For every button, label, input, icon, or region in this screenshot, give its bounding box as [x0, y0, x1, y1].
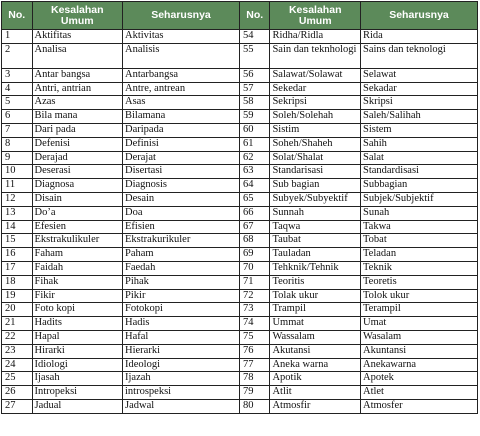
table-row [2, 151, 478, 165]
table-row [2, 82, 478, 96]
cell-no-left: 12 [2, 192, 33, 206]
cell-no-right: 76 [239, 344, 270, 358]
cell-no-right: 77 [239, 358, 270, 372]
table-row [2, 289, 478, 303]
table-row [2, 192, 478, 206]
cell-kesalahan-right: Tehknik/Tehnik [270, 261, 361, 275]
cell-seharusnya-right: Atmosfer [360, 399, 477, 413]
cell-kesalahan-left: Diagnosa [32, 179, 123, 193]
cell-kesalahan-left: Jadual [32, 399, 123, 413]
cell-seharusnya-right: Sunah [360, 206, 477, 220]
cell-no-left: 24 [2, 358, 33, 372]
cell-seharusnya-right: Teoretis [360, 275, 477, 289]
cell-kesalahan-right: Solat/Shalat [270, 151, 361, 165]
cell-seharusnya-left: Analisis [123, 43, 240, 68]
cell-seharusnya-right: Saleh/Salihah [360, 110, 477, 124]
cell-no-right: 80 [239, 399, 270, 413]
cell-kesalahan-left: Fihak [32, 275, 123, 289]
cell-seharusnya-right: Wasalam [360, 330, 477, 344]
table-row [2, 344, 478, 358]
cell-no-right: 70 [239, 261, 270, 275]
cell-no-left: 13 [2, 206, 33, 220]
cell-seharusnya-left: Diagnosis [123, 179, 240, 193]
cell-no-right: 79 [239, 386, 270, 400]
cell-seharusnya-right: Skripsi [360, 96, 477, 110]
cell-kesalahan-left: Faham [32, 248, 123, 262]
table-row [2, 399, 478, 413]
cell-seharusnya-right: Rida [360, 30, 477, 44]
cell-no-left: 6 [2, 110, 33, 124]
cell-no-left: 18 [2, 275, 33, 289]
cell-seharusnya-left: Efisien [123, 220, 240, 234]
cell-no-left: 11 [2, 179, 33, 193]
cell-kesalahan-right: Taqwa [270, 220, 361, 234]
cell-no-left: 16 [2, 248, 33, 262]
cell-no-left: 15 [2, 234, 33, 248]
cell-kesalahan-left: Hirarki [32, 344, 123, 358]
cell-seharusnya-right: Anekawarna [360, 358, 477, 372]
cell-seharusnya-right: Apotek [360, 372, 477, 386]
cell-kesalahan-right: Salawat/Solawat [270, 68, 361, 82]
cell-no-left: 21 [2, 317, 33, 331]
table-row [2, 206, 478, 220]
table-row [2, 317, 478, 331]
cell-no-right: 63 [239, 165, 270, 179]
cell-no-left: 2 [2, 43, 33, 68]
cell-kesalahan-left: Antar bangsa [32, 68, 123, 82]
cell-kesalahan-left: Hapal [32, 330, 123, 344]
cell-kesalahan-right: Sub bagian [270, 179, 361, 193]
cell-kesalahan-right: Taubat [270, 234, 361, 248]
cell-kesalahan-left: Azas [32, 96, 123, 110]
cell-seharusnya-left: Hafal [123, 330, 240, 344]
table-body [2, 30, 478, 414]
cell-no-left: 5 [2, 96, 33, 110]
cell-kesalahan-right: Ummat [270, 317, 361, 331]
table-row [2, 261, 478, 275]
cell-kesalahan-left: Faidah [32, 261, 123, 275]
cell-kesalahan-right: Sistim [270, 123, 361, 137]
cell-no-left: 14 [2, 220, 33, 234]
cell-kesalahan-left: Ekstrakulikuler [32, 234, 123, 248]
spelling-table [1, 1, 478, 414]
cell-kesalahan-right: Atlit [270, 386, 361, 400]
table-row [2, 234, 478, 248]
cell-no-left: 27 [2, 399, 33, 413]
cell-seharusnya-right: Selawat [360, 68, 477, 82]
cell-no-left: 23 [2, 344, 33, 358]
cell-seharusnya-left: Derajat [123, 151, 240, 165]
cell-no-right: 67 [239, 220, 270, 234]
cell-no-right: 56 [239, 68, 270, 82]
cell-seharusnya-left: Antre, antrean [123, 82, 240, 96]
cell-no-right: 62 [239, 151, 270, 165]
cell-seharusnya-left: Ijazah [123, 372, 240, 386]
cell-kesalahan-right: Tolak ukur [270, 289, 361, 303]
table-row [2, 248, 478, 262]
cell-seharusnya-left: Asas [123, 96, 240, 110]
cell-kesalahan-left: Dari pada [32, 123, 123, 137]
cell-no-left: 9 [2, 151, 33, 165]
cell-no-left: 7 [2, 123, 33, 137]
cell-kesalahan-left: Derajad [32, 151, 123, 165]
cell-seharusnya-right: Subbagian [360, 179, 477, 193]
table-row [2, 110, 478, 124]
cell-seharusnya-left: Desain [123, 192, 240, 206]
cell-kesalahan-left: Disain [32, 192, 123, 206]
table-row [2, 30, 478, 44]
header-seharusnya-left: Seharusnya [123, 2, 240, 30]
cell-kesalahan-left: Deserasi [32, 165, 123, 179]
cell-seharusnya-left: Antarbangsa [123, 68, 240, 82]
cell-kesalahan-left: Idiologi [32, 358, 123, 372]
cell-no-right: 73 [239, 303, 270, 317]
cell-kesalahan-right: Tauladan [270, 248, 361, 262]
cell-kesalahan-right: Sunnah [270, 206, 361, 220]
cell-seharusnya-left: Pihak [123, 275, 240, 289]
cell-no-left: 25 [2, 372, 33, 386]
table-row [2, 137, 478, 151]
cell-kesalahan-left: Defenisi [32, 137, 123, 151]
cell-kesalahan-right: Sain dan teknhologi [270, 43, 361, 68]
cell-seharusnya-left: Paham [123, 248, 240, 262]
cell-kesalahan-right: Ridha/Ridla [270, 30, 361, 44]
table-row [2, 123, 478, 137]
cell-no-right: 69 [239, 248, 270, 262]
cell-seharusnya-left: Bilamana [123, 110, 240, 124]
cell-seharusnya-left: Hierarki [123, 344, 240, 358]
cell-kesalahan-right: Sekripsi [270, 96, 361, 110]
cell-no-right: 78 [239, 372, 270, 386]
cell-kesalahan-right: Soleh/Solehah [270, 110, 361, 124]
cell-kesalahan-right: Aneka warna [270, 358, 361, 372]
cell-no-right: 71 [239, 275, 270, 289]
cell-seharusnya-right: Tobat [360, 234, 477, 248]
cell-kesalahan-right: Standarisasi [270, 165, 361, 179]
cell-seharusnya-right: Takwa [360, 220, 477, 234]
cell-no-right: 75 [239, 330, 270, 344]
cell-seharusnya-right: Subjek/Subjektif [360, 192, 477, 206]
table-row [2, 179, 478, 193]
cell-seharusnya-left: Definisi [123, 137, 240, 151]
cell-seharusnya-left: Fotokopi [123, 303, 240, 317]
cell-seharusnya-left: Jadwal [123, 399, 240, 413]
cell-seharusnya-right: Umat [360, 317, 477, 331]
table-row [2, 96, 478, 110]
cell-kesalahan-left: Aktifitas [32, 30, 123, 44]
cell-seharusnya-left: Disertasi [123, 165, 240, 179]
cell-seharusnya-right: Sistem [360, 123, 477, 137]
table-row [2, 275, 478, 289]
cell-kesalahan-right: Sekedar [270, 82, 361, 96]
cell-no-right: 74 [239, 317, 270, 331]
cell-no-left: 19 [2, 289, 33, 303]
cell-no-right: 68 [239, 234, 270, 248]
header-kesalahan-right: Kesalahan Umum [270, 2, 361, 30]
cell-no-right: 55 [239, 43, 270, 68]
cell-seharusnya-right: Akuntansi [360, 344, 477, 358]
table-row [2, 386, 478, 400]
cell-kesalahan-left: Do’a [32, 206, 123, 220]
table-row [2, 303, 478, 317]
cell-no-right: 59 [239, 110, 270, 124]
cell-kesalahan-right: Apotik [270, 372, 361, 386]
cell-seharusnya-right: Salat [360, 151, 477, 165]
table-row [2, 68, 478, 82]
cell-kesalahan-right: Soheh/Shaheh [270, 137, 361, 151]
header-no-right: No. [239, 2, 270, 30]
cell-seharusnya-right: Teknik [360, 261, 477, 275]
cell-seharusnya-right: Tolok ukur [360, 289, 477, 303]
cell-no-left: 4 [2, 82, 33, 96]
cell-seharusnya-right: Terampil [360, 303, 477, 317]
header-no-left: No. [2, 2, 33, 30]
cell-seharusnya-left: Daripada [123, 123, 240, 137]
cell-no-right: 60 [239, 123, 270, 137]
cell-no-right: 54 [239, 30, 270, 44]
cell-no-right: 58 [239, 96, 270, 110]
cell-no-right: 64 [239, 179, 270, 193]
cell-kesalahan-right: Akutansi [270, 344, 361, 358]
cell-seharusnya-left: Ideologi [123, 358, 240, 372]
cell-seharusnya-right: Sahih [360, 137, 477, 151]
cell-seharusnya-right: Sains dan teknologi [360, 43, 477, 68]
cell-seharusnya-left: Ekstrakurikuler [123, 234, 240, 248]
table-row [2, 372, 478, 386]
cell-no-right: 72 [239, 289, 270, 303]
cell-no-left: 22 [2, 330, 33, 344]
cell-kesalahan-left: Ijasah [32, 372, 123, 386]
cell-no-left: 8 [2, 137, 33, 151]
cell-seharusnya-right: Sekadar [360, 82, 477, 96]
cell-no-left: 10 [2, 165, 33, 179]
cell-no-left: 1 [2, 30, 33, 44]
header-row [2, 2, 478, 30]
cell-kesalahan-left: Fikir [32, 289, 123, 303]
cell-no-right: 61 [239, 137, 270, 151]
cell-no-right: 57 [239, 82, 270, 96]
cell-seharusnya-right: Teladan [360, 248, 477, 262]
cell-seharusnya-left: Faedah [123, 261, 240, 275]
cell-kesalahan-left: Efesien [32, 220, 123, 234]
cell-kesalahan-right: Atmosfir [270, 399, 361, 413]
cell-kesalahan-left: Intropeksi [32, 386, 123, 400]
cell-no-right: 65 [239, 192, 270, 206]
table-row [2, 358, 478, 372]
cell-no-left: 17 [2, 261, 33, 275]
cell-seharusnya-left: Hadis [123, 317, 240, 331]
cell-seharusnya-left: Pikir [123, 289, 240, 303]
cell-seharusnya-left: Doa [123, 206, 240, 220]
header-kesalahan-left: Kesalahan Umum [32, 2, 123, 30]
table-row [2, 165, 478, 179]
cell-seharusnya-left: Aktivitas [123, 30, 240, 44]
table-row [2, 220, 478, 234]
cell-kesalahan-right: Teoritis [270, 275, 361, 289]
cell-no-right: 66 [239, 206, 270, 220]
cell-kesalahan-right: Wassalam [270, 330, 361, 344]
cell-no-left: 3 [2, 68, 33, 82]
cell-kesalahan-left: Antri, antrian [32, 82, 123, 96]
cell-no-left: 26 [2, 386, 33, 400]
table-row [2, 330, 478, 344]
cell-kesalahan-right: Trampil [270, 303, 361, 317]
cell-kesalahan-left: Analisa [32, 43, 123, 68]
cell-seharusnya-right: Standardisasi [360, 165, 477, 179]
cell-kesalahan-right: Subyek/Subyektif [270, 192, 361, 206]
cell-kesalahan-left: Foto kopi [32, 303, 123, 317]
cell-seharusnya-left: introspeksi [123, 386, 240, 400]
cell-seharusnya-right: Atlet [360, 386, 477, 400]
cell-no-left: 20 [2, 303, 33, 317]
cell-kesalahan-left: Hadits [32, 317, 123, 331]
header-seharusnya-right: Seharusnya [360, 2, 477, 30]
table-row [2, 43, 478, 68]
cell-kesalahan-left: Bila mana [32, 110, 123, 124]
